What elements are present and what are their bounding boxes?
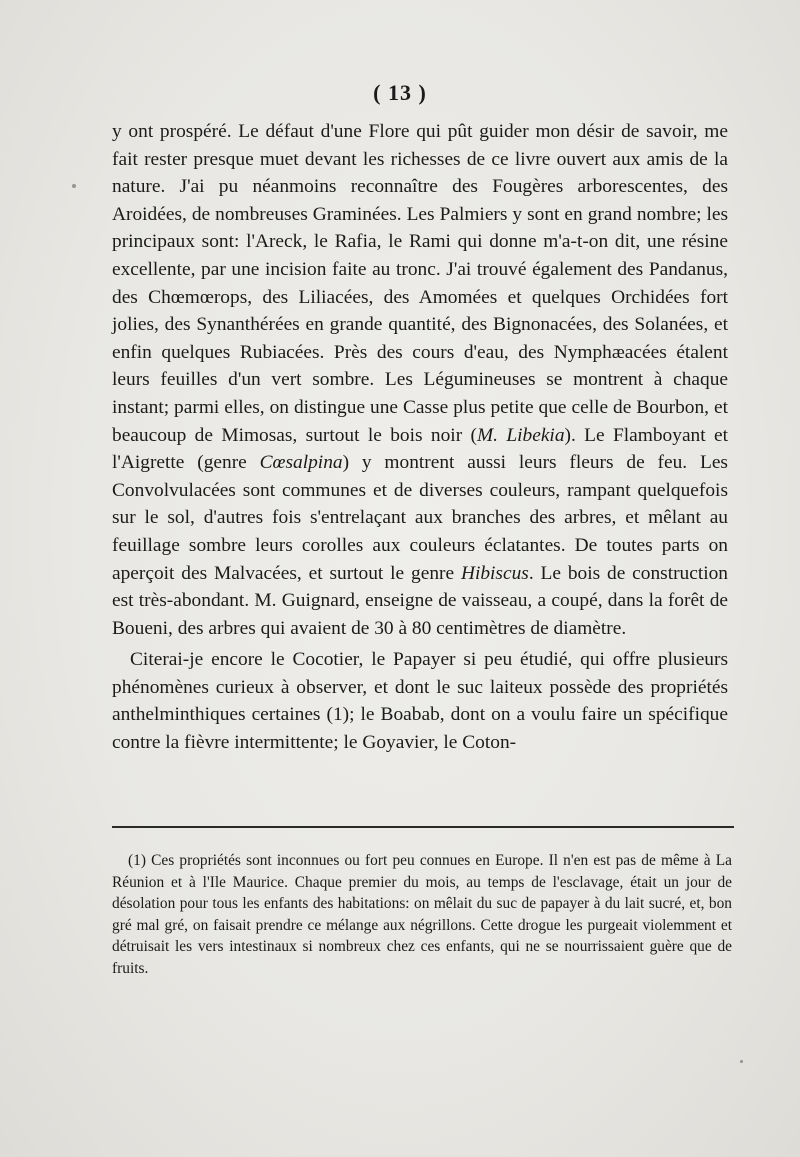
paragraph-1-text-3: ) y montrent aussi leurs fleurs de feu. Les Convolvulacées sont communes et de diverses couleurs, rampant quelquefois sur le sol, d'autres fois s'entrelaçant aux branches des arbres, et mêlant au feuillage sombre leurs corolles aux couleurs éclatantes. De toutes parts on aperçoit des Malvacées, et surtout le genre <box>112 452 728 584</box>
genus-name-caesalpina: Cœsalpina <box>259 452 343 474</box>
species-name-libekia: M. Libekia <box>476 424 565 446</box>
genus-name-hibiscus: Hibiscus <box>460 562 529 584</box>
footnote <box>112 850 732 980</box>
footnote-text: (1) Ces propriétés sont inconnues ou fort peu connues en Europe. Il n'en est pas de même à La Réunion et à l'Ile Maurice. Chaque premier du mois, au temps de l'esclavage, était un jour de désolation pour tous les enfants des habitations: on mêlait du suc de papayer à du lait sucré, et, bon gré mal gré, on faisait prendre ce mélange aux négrillons. Cette drogue les purgeait violemment et détruisait les vers intestinaux si nombreux chez ces enfants, qui ne se nourrissaient guère que de fruits. <box>112 852 732 977</box>
paragraph-1 <box>112 118 728 642</box>
main-text <box>112 118 728 757</box>
page-number: ( 13 ) <box>373 80 427 105</box>
paragraph-2: Citerai-je encore le Cocotier, le Papayer si peu étudié, qui offre plusieurs phénomènes curieux à observer, et dont le suc laiteux possède des propriétés anthelminthiques certaines (1); le Boabab, dont on a voulu faire un spécifique contre la fièvre intermittente; le Goyavier, le Coton- <box>112 649 728 754</box>
paragraph-1-text-4: . Le bois de construction est très-abondant. M. Guignard, enseigne de vaisseau, a coupé, dans la forêt de Boueni, des arbres qui avaient de 30 à 80 centimètres de diamètre. <box>112 562 729 639</box>
paragraph-1-text-2: ). Le Flamboyant et l'Aigrette (genre <box>112 424 728 474</box>
paragraph-1-text-1: y ont prospéré. Le défaut d'une Flore qui pût guider mon désir de savoir, me fait rester presque muet devant les richesses de ce livre ouvert aux amis de la nature. J'ai pu néanmoins reconnaître des Fougères arborescentes, des Aroidées, de nombreuses Graminées. Les Palmiers y sont en grand nombre; les principaux sont: l'Areck, le Rafia, le Rami qui donne m'a-t-on dit, une résine excellente, par une incision faite au tronc. J'ai trouvé également des Pandanus, des Chœmœrops, des Liliacées, des Amomées et quelques Orchidées fort jolies, des Synanthérées en grande quantité, des Bignonacées, des Solanées, et enfin quelques Rubiacées. Près des cours d'eau, des Nymphæacées étalent leurs feuilles d'un vert sombre. Les Légumineuses se montrent à chaque instant; parmi elles, on distingue une Casse plus petite que celle de Bourbon, et beaucoup de Mimosas, surtout le bois noir ( <box>112 121 728 446</box>
ink-speck <box>740 1060 743 1063</box>
ink-speck <box>72 184 76 188</box>
footnote-divider <box>112 826 734 828</box>
